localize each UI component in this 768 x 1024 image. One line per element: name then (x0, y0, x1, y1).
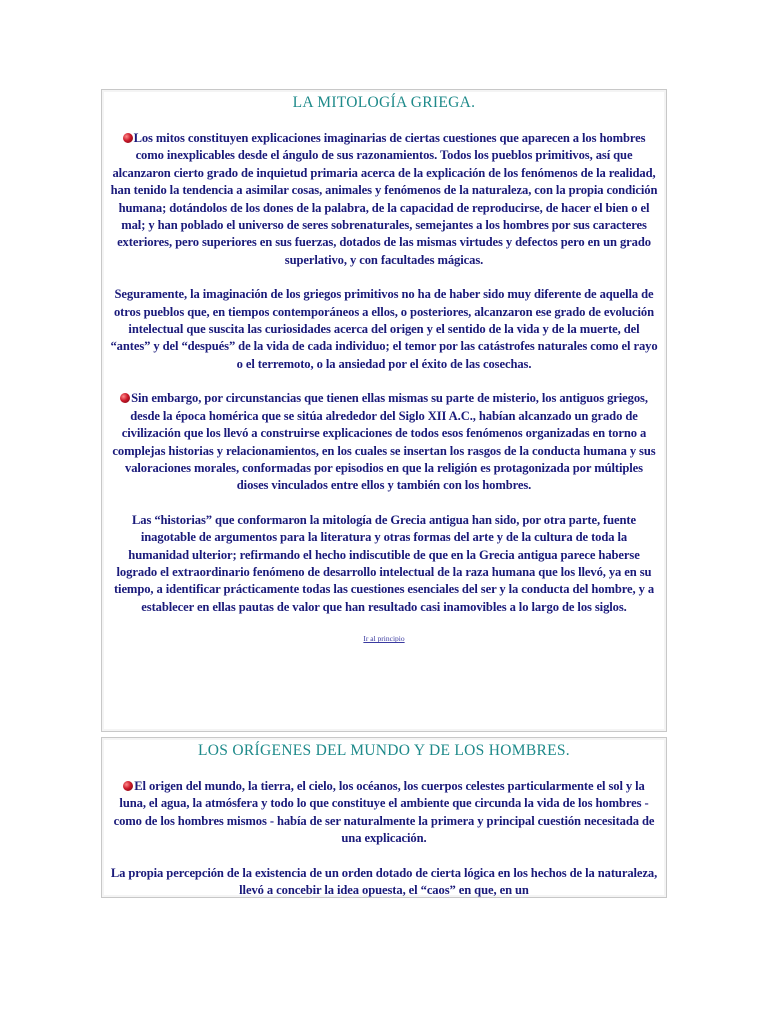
section-title: LOS ORÍGENES DEL MUNDO Y DE LOS HOMBRES. (198, 742, 570, 759)
red-ball-bullet-icon (123, 133, 133, 143)
paragraph-1 (110, 130, 658, 269)
section-mitologia-griega (101, 89, 667, 732)
paragraph-2: La propia percepción de la existencia de un orden dotado de cierta lógica en los hechos de la naturaleza, llevó a concebir la idea opuesta, el “caos” en que, en un (110, 865, 658, 898)
paragraph-4: Las “historias” que conformaron la mitología de Grecia antigua han sido, por otra parte, fuente inagotable de argumentos para la literatura y otras formas del arte y de la cultura de toda la humanidad ulterior; refirmando el hecho indiscutible de que en la Grecia antigua parece haberse logrado el extraordinario fenómeno de desarrollo intelectual de la raza humana que los llevó, ya en su tiempo, a identificar prácticamente todas las cuestiones esenciales del ser y la conducta del hombre, y a establecer en ellas pautas de valor que han resultado casi inamovibles a lo largo de los siglos. (113, 512, 655, 614)
paragraph-3 (110, 390, 658, 494)
back-to-top-link[interactable]: Ir al principio (363, 634, 405, 644)
paragraph-1-text: El origen del mundo, la tierra, el cielo, los océanos, los cuerpos celestes particularmente el sol y la luna, el agua, la atmósfera y todo lo que constituye el ambiente que circunda la vida de los hombres - como de los hombres mismos - había de ser naturalmente la primera y principal cuestión necesitada de una explicación. (113, 779, 655, 846)
paragraph-1 (110, 778, 658, 848)
section-origenes-mundo (101, 737, 667, 898)
paragraph-1-text: Los mitos constituyen explicaciones imaginarias de ciertas cuestiones que aparecen a los hombres como inexplicables desde el ángulo de sus razonamientos. Todos los pueblos primitivos, así que alcanzaron cierto grado de inquietud primaria acerca de la explicación de los fenómenos de la realidad, han tenido la tendencia a asimilar cosas, animales y fenómenos de la naturaleza, con la propia condición humana; dotándolos de los dones de la palabra, de la capacidad de reproducirse, de hacer el bien o el mal; y han poblado el universo de seres sobrenaturales, semejantes a los hombres por sus caracteres exteriores, pero superiores en sus fuerzas, dotados de las mismas virtudes y defectos pero en un grado superlativo, y con facultades mágicas. (110, 131, 658, 267)
paragraph-2: Seguramente, la imaginación de los griegos primitivos no ha de haber sido muy diferente de aquella de otros pueblos que, en tiempos contemporáneos a ellos, o posteriores, alcanzaron ese grado de evolución intelectual que suscita las curiosidades acerca del origen y el sentido de la vida y de la muerte, del “antes” y del “después” de la vida de cada individuo; el temor por las catástrofes naturales como el rayo o el terremoto, o la ansiedad por el éxito de las cosechas. (110, 287, 658, 371)
red-ball-bullet-icon (123, 781, 133, 791)
section-title: LA MITOLOGÍA GRIEGA. (292, 94, 476, 111)
paragraph-3-text: Sin embargo, por circunstancias que tienen ellas mismas su parte de misterio, los antiguos griegos, desde la época homérica que se sitúa alrededor del Siglo XII A.C., habían alcanzado un grado de civilización que los llevó a construirse explicaciones de todos esos fenómenos organizadas en torno a complejas historias y relacionamientos, en los cuales se insertan los rasgos de la conducta humana y sus valoraciones morales, conformadas por episodios en que la religión es protagonizada por múltiples dioses vinculados entre ellos y también con los hombres. (112, 391, 656, 493)
red-ball-bullet-icon (120, 393, 130, 403)
